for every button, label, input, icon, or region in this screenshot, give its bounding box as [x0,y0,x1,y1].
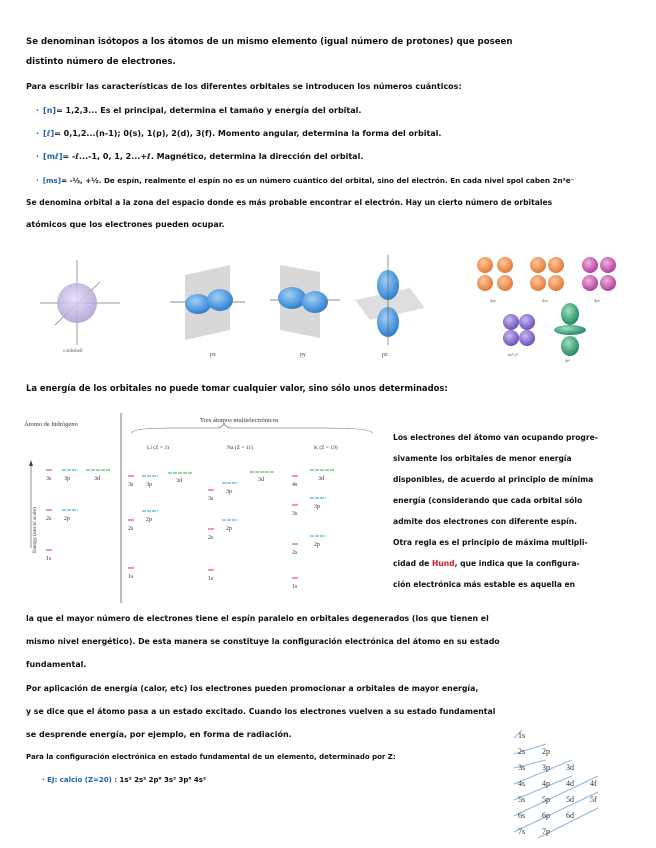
k-levels [292,470,334,590]
h-2s: 2s [46,516,52,522]
k-label: K (Z = 19) [314,445,338,451]
d-orbital-z2 [554,303,586,363]
multi-title: Tres átomos multielectrónicos [200,417,279,424]
k-2s: 2s [292,550,298,556]
na-3p: 3p [226,489,232,495]
intro-line-2: distinto número de electrones. [26,57,176,67]
aufbau-3d: 3d [566,763,574,772]
aufbau-7p: 7p [542,827,550,836]
right-text-line-hund [393,553,643,574]
d-orbital-yz [582,257,616,303]
h-1s: 1s [46,556,52,562]
aufbau-4p: 4p [542,779,550,788]
na-label: Na (Z = 11) [227,445,253,451]
aufbau-4f: 4f [590,779,597,788]
na-2s: 2s [208,535,214,541]
k-4s: 4s [292,482,298,488]
li-3p: 3p [146,482,152,488]
right-text-column [393,427,643,595]
dxz-label: dxz [542,298,548,303]
right-text-segment: cidad de [393,559,430,568]
aufbau-5d: 5d [566,795,574,804]
h-3s: 3s [46,476,52,482]
k-2p: 2p [314,542,320,548]
energy-line: La energía de los orbitales no puede tomar cualquier valor, sino sólo unos determinados: [26,383,448,393]
config-line-2: mismo nivel energético). De esta manera se constituye la configuración electrónica del átomo en su estado [26,637,500,646]
aufbau-5f: 5f [590,795,597,804]
right-text-line: energía (considerando que cada orbital sólo [393,496,583,505]
aufbau-6s: 6s [518,811,526,820]
example-config: 1s² 2s² 2p⁶ 3s² 3p⁶ 4s² [119,776,207,784]
quantum-intro: Para escribir las características de los diferentes orbitales se introducen los números cuánticos: [26,82,462,91]
dyz-label: dyz [594,298,600,303]
energy-diagram [22,408,382,608]
bullet-text: = 0,1,2...(n-1); 0(s), 1(p), 2(d), 3(f). Momento angular, determina la forma del orbital. [54,129,442,138]
aufbau-1s: 1s [518,731,526,740]
dz2-label: dz² [565,358,570,363]
li-3d: 3d [176,478,182,484]
k-1s: 1s [292,584,298,590]
orbital-def-line-1: Se denomina orbital a la zona del espacio donde es más probable encontrar el electrón. Hay un cierto número de orbitales [26,198,553,207]
bullet-ml: · [mℓ]= -ℓ...-1, 0, 1, 2...+ℓ. Magnético, determina la dirección del orbital. [36,152,364,161]
h-3d: 3d [94,476,100,482]
s-orbital [40,260,120,354]
right-text-line: Otra regla es el principio de máxima multipli- [393,538,588,547]
bullet-symbol: [ℓ] [43,129,55,138]
aufbau-5s: 5s [518,795,526,804]
hydrogen-title: Átomo de hidrógeno [24,421,78,428]
h-3p: 3p [64,476,70,482]
config-line-1: la que el mayor número de electrones tiene el espín paralelo en orbitales degenerados (los que tienen el [26,614,489,623]
orbitals-illustration [30,250,650,365]
px-label: px [210,352,216,358]
k-3s: 3s [292,511,298,517]
k-3p: 3p [314,504,320,510]
bullet-symbol: [n] [43,106,57,115]
bullet-symbol: [mℓ] [43,152,63,161]
hund-word: Hund [432,559,455,568]
na-3d: 3d [258,477,264,483]
aufbau-3p: 3p [542,763,550,772]
h-2p: 2p [64,516,70,522]
excited-line-4: Para la configuración electrónica en estado fundamental de un elemento, determinado por Z: [26,753,396,761]
d-orbital-xz [530,257,564,303]
aufbau-4s: 4s [518,779,526,788]
hydrogen-levels [46,470,110,562]
na-3s: 3s [208,496,214,502]
intro-line-1: Se denominan isótopos a los átomos de un mismo elemento (igual número de protones) que poseen [26,37,513,47]
aufbau-5p: 5p [542,795,550,804]
config-line-3: fundamental. [26,660,87,669]
d-orbital-xy [477,257,513,303]
aufbau-4d: 4d [566,779,574,788]
bullet-n: · [n]= 1,2,3... Es el principal, determina el tamaño y energía del orbital. [36,106,362,115]
aufbau-6p: 6p [542,811,550,820]
example-calcium [42,776,206,785]
aufbau-6d: 6d [566,811,574,820]
bullet-text: = -½, +½. De espín, realmente el espín no es un número cuántico del orbital, sino del electrón. En cada nivel spol caben 2n²e⁻ [61,176,575,185]
na-1s: 1s [208,576,214,582]
bullet-l: · [ℓ]= 0,1,2...(n-1); 0(s), 1(p), 2(d), 3(f). Momento angular, determina la forma del orbital. [36,129,442,138]
aufbau-2s: 2s [518,747,526,756]
py-orbital [270,265,340,358]
na-levels [208,472,274,582]
bullet-symbol: [ms] [42,176,62,185]
px-orbital [170,265,245,358]
li-1s: 1s [128,574,134,580]
dxy-label: dxy [490,298,496,303]
aufbau-2p: 2p [542,747,550,756]
li-3s: 3s [128,482,134,488]
excited-line-1: Por aplicación de energía (calor, etc) los electrones pueden promocionar a orbitales de mayor energía, [26,684,479,693]
pz-orbital [355,255,425,358]
right-text-segment: , que indica que la configura- [454,559,580,568]
energy-axis-label: Energy (not to scale) [32,507,38,553]
aufbau-diagram [508,726,628,846]
orbital-def-line-2: atómicos que los electrones pueden ocupar. [26,220,225,229]
k-3d: 3d [318,476,324,482]
excited-line-2: y se dice que el átomo pasa a un estado excitado. Cuando los electrones vuelven a su estado fundamental [26,707,496,716]
li-2p: 2p [146,517,152,523]
dx2y2-label: dx²-y² [508,352,518,357]
s-orbital-label: s subshell [63,349,83,354]
li-label: Li (Z = 3) [147,445,169,451]
bullet-ms: · [ms]= -½, +½. De espín, realmente el espín no es un número cuántico del orbital, sino del electrón. En cada nivel spol caben 2n²e⁻ [36,176,575,185]
d-orbital-x2y2 [503,314,535,357]
right-text-line: sivamente los orbitales de menor energía [393,454,572,463]
right-text-line: admite dos electrones con diferente espín. [393,517,578,526]
pz-label: pz [382,352,388,358]
example-label: · EJ: calcio (Z=20) : [42,776,118,784]
right-text-line: disponibles, de acuerdo al principio de mínima [393,475,594,484]
bullet-text: = -ℓ...-1, 0, 1, 2...+ℓ. Magnético, determina la dirección del orbital. [62,152,364,161]
li-2s: 2s [128,526,134,532]
aufbau-3s: 3s [518,763,526,772]
li-levels [128,473,192,580]
py-label: py [300,352,306,358]
aufbau-7s: 7s [518,827,526,836]
right-text-line: Los electrones del átomo van ocupando progre- [393,433,598,442]
right-text-line: ción electrónica más estable es aquella en [393,580,576,589]
excited-line-3: se desprende energía, por ejemplo, en forma de radiación. [26,730,292,739]
na-2p: 2p [226,526,232,532]
bullet-text: = 1,2,3... Es el principal, determina el tamaño y energía del orbital. [56,106,362,115]
